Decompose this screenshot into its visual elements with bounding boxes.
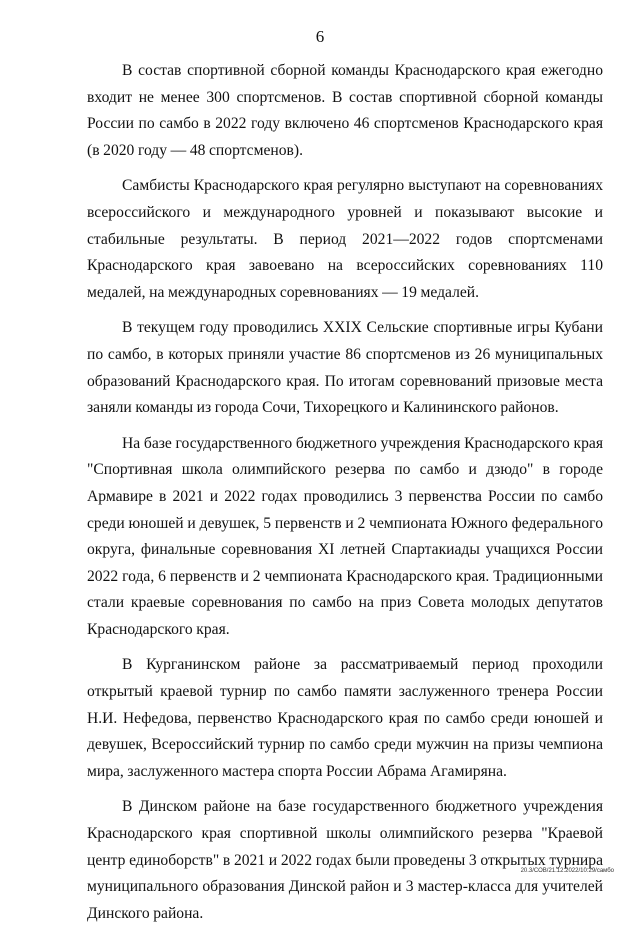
document-reference-code: 20.3/СОВ/21.12.2022/10:29/самбо xyxy=(520,868,614,874)
paragraph-team-composition: В состав спортивной сборной команды Краснодарского края ежегодно входит не менее 300 спортсменов. В состав спортивной сборной команды России по самбо в 2022 году включено 46 спортсменов Краснодарского края (в 2020 году — 48 спортсменов). xyxy=(87,62,603,159)
page-number: 6 xyxy=(315,27,325,46)
paragraph-armavir-school: На базе государственного бюджетного учреждения Краснодарского края "Спортивная школа олимпийского резерва по самбо и дзюдо" в городе Армавире в 2021 и 2022 годах проводились 3 первенства России по самбо среди юношей и девушек, 5 первенств и 2 чемпионата Южного федерального округа, финальные соревнования XI летней Спартакиады учащихся России 2022 года, 6 первенств и 2 чемпионата Краснодарского края. Традиционными стали краевые соревнования по самбо на приз Совета молодых депутатов Краснодарского края. xyxy=(87,434,603,638)
paragraph-dinskoy-district: В Динском районе на базе государственного бюджетного учреждения Краснодарского края спортивной школы олимпийского резерва "Краевой центр единоборств" в 2021 и 2022 годах были проведены 3 открытых турнира муниципального образования Динской район и 3 мастер-класса для учителей Динского района. xyxy=(87,798,603,922)
paragraph-competition-results: Самбисты Краснодарского края регулярно выступают на соревнованиях всероссийского и международного уровней и показывают высокие и стабильные результаты. В период 2021—2022 годов спортсменами Краснодарского края завоевано на всероссийских соревнованиях 110 медалей, на международных соревнованиях — 19 медалей. xyxy=(87,177,603,301)
document-body xyxy=(87,58,603,936)
paragraph-rural-games: В текущем году проводились XXIX Сельские спортивные игры Кубани по самбо, в которых приняли участие 86 спортсменов из 26 муниципальных образований Краснодарского края. По итогам соревнований призовые места заняли команды из города Сочи, Тихорецкого и Калининского районов. xyxy=(87,319,603,417)
paragraph-kurganinsk-district: В Курганинском районе за рассматриваемый период проходили открытый краевой турнир по самбо памяти заслуженного тренера России Н.И. Нефедова, первенство Краснодарского края по самбо среди юношей и девушек, Всероссийский турнир по самбо среди мужчин на призы чемпиона мира, заслуженного мастера спорта России Абрама Агамиряна. xyxy=(87,656,603,780)
